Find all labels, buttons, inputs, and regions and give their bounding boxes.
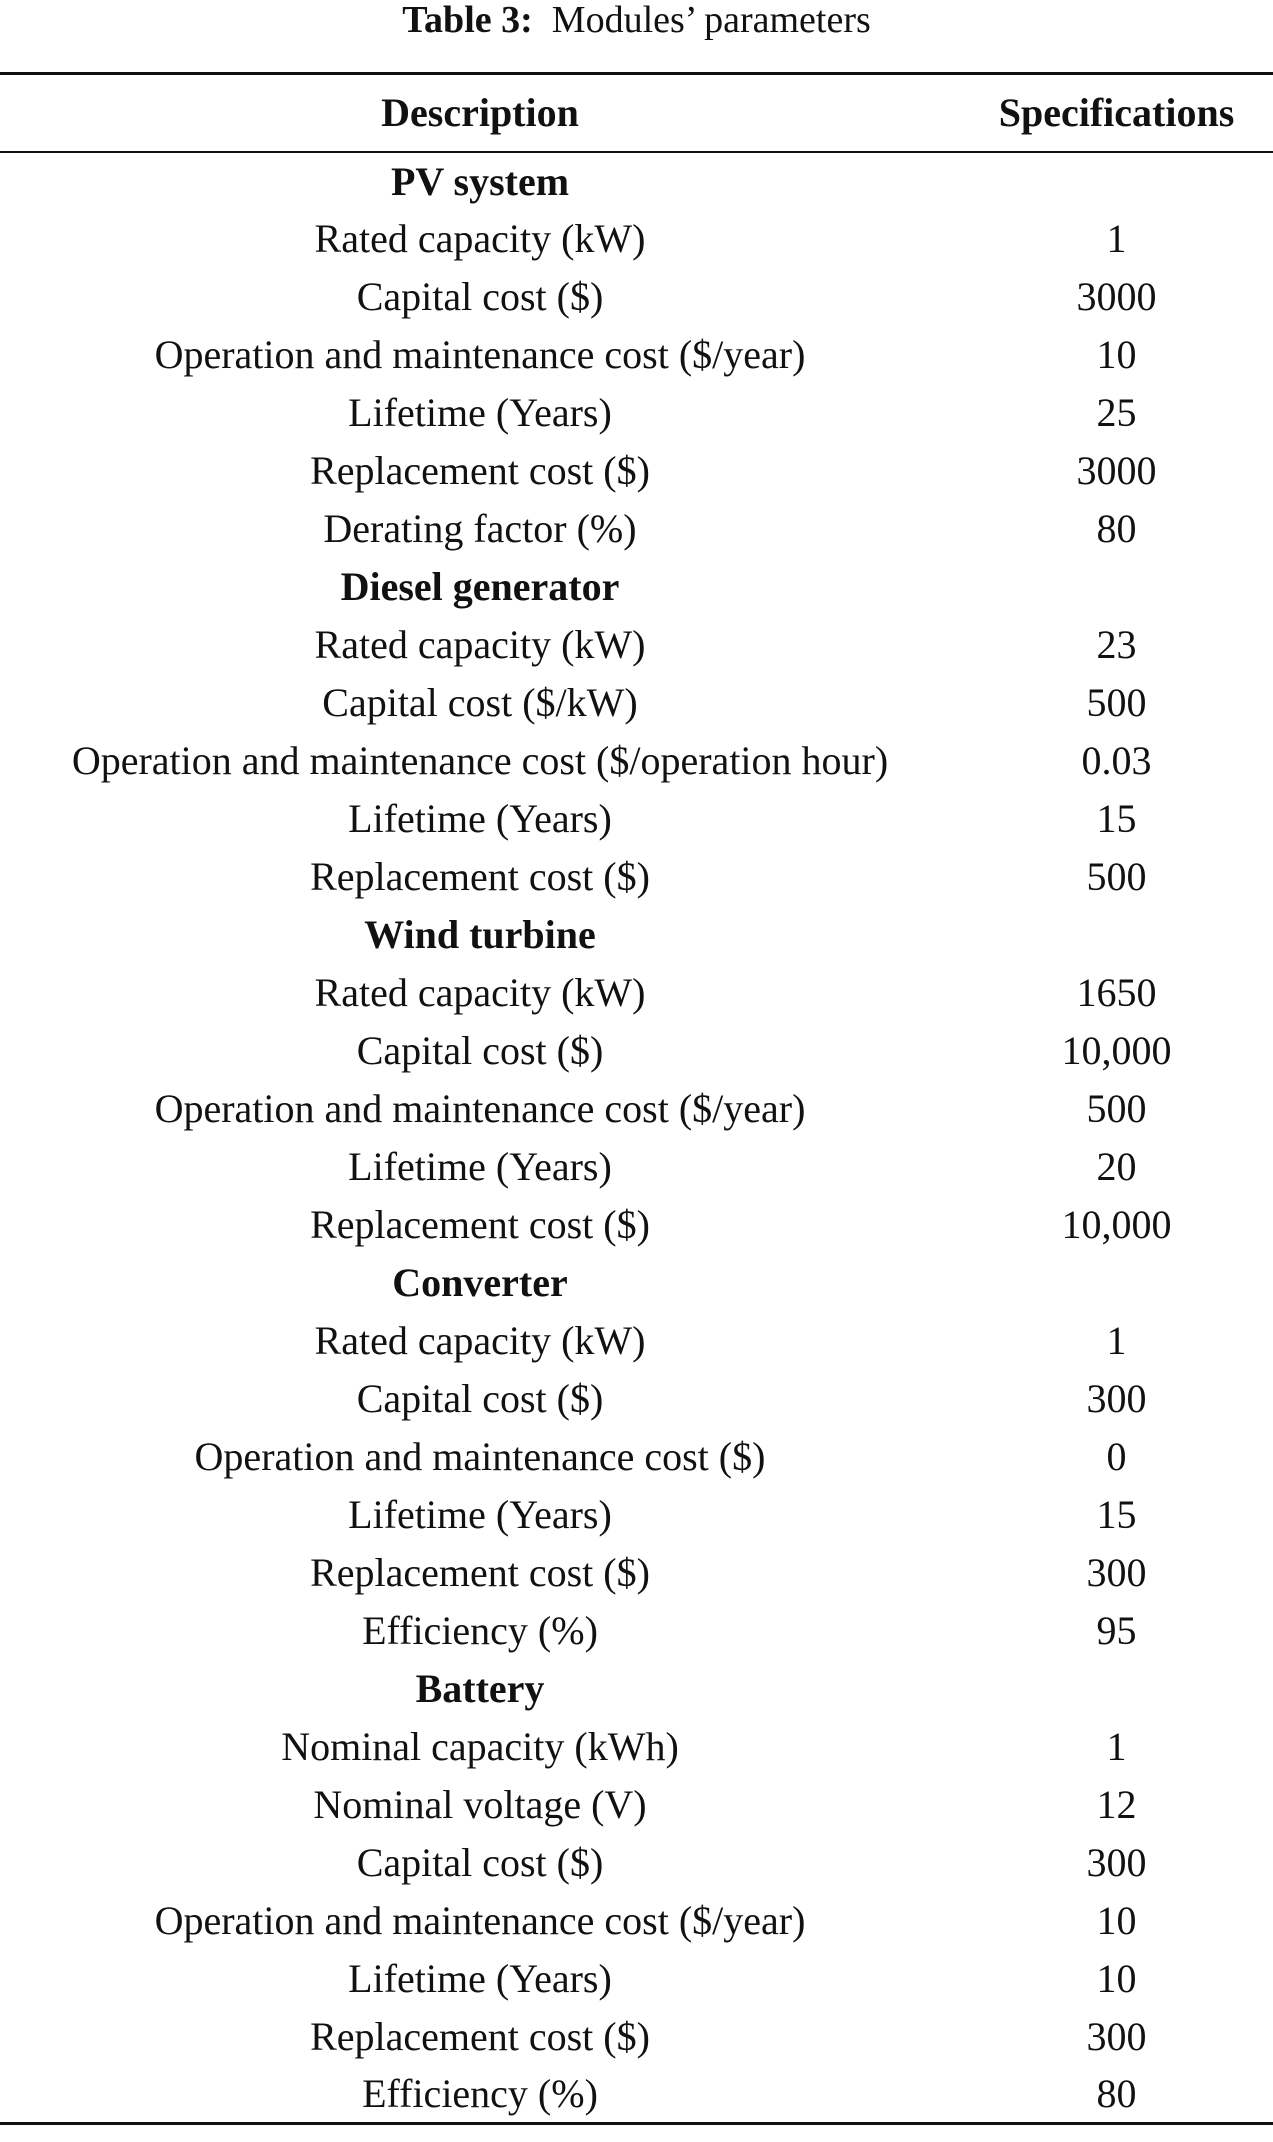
specification-cell: 10,000 [1061,1202,1172,1247]
table-row [0,1950,1273,2008]
specification-cell: 1 [1106,216,1127,261]
specification-cell: 1650 [1076,970,1157,1015]
description-cell: Operation and maintenance cost ($) [194,1434,766,1479]
description-cell: Lifetime (Years) [348,1956,612,2001]
table-row [0,732,1273,790]
table-caption-text: Modules’ parameters [551,0,871,41]
table-row [0,1196,1273,1254]
description-cell: Efficiency (%) [0,2066,960,2124]
table-row [0,964,1273,1022]
section-row [0,1660,1273,1718]
description-cell: Nominal voltage (V) [313,1782,647,1827]
description-cell: Replacement cost ($) [310,854,650,899]
specification-cell: 80 [960,2066,1273,2124]
section-title: Wind turbine [364,912,596,957]
specification-cell: 1 [1106,1724,1127,1769]
table-row [0,326,1273,384]
table-row [0,1138,1273,1196]
description-cell: Operation and maintenance cost ($/year) [154,1086,806,1131]
description-cell: Rated capacity (kW) [314,622,646,667]
description-cell: Replacement cost ($) [310,448,650,493]
table-row [0,1312,1273,1370]
table-row [0,1022,1273,1080]
section-row [0,1254,1273,1312]
header-description: Description [0,74,960,152]
specification-cell: 12 [1096,1782,1137,1827]
description-cell: Rated capacity (kW) [314,970,646,1015]
specification-cell: 10 [1096,1956,1137,2001]
specification-cell: 300 [1086,1840,1147,1885]
table-row [0,2066,1273,2124]
table-row [0,500,1273,558]
modules-parameters-table [0,72,1273,2125]
specification-cell: 300 [1086,1550,1147,1595]
specification-cell: 23 [1096,622,1137,667]
description-cell: Replacement cost ($) [310,1550,650,1595]
table-row [0,790,1273,848]
description-cell: Capital cost ($) [356,274,604,319]
table-row [0,1370,1273,1428]
specification-cell: 300 [1086,2014,1147,2059]
specification-cell: 10 [1096,332,1137,377]
description-cell: Lifetime (Years) [348,1492,612,1537]
table-row [0,1718,1273,1776]
section-title: Converter [392,1260,568,1305]
table-row [0,674,1273,732]
header-specifications: Specifications [960,74,1273,152]
description-cell: Rated capacity (kW) [314,216,646,261]
specification-cell: 95 [1096,1608,1137,1653]
section-row [0,906,1273,964]
section-row [0,558,1273,616]
table-row [0,268,1273,326]
section-title: PV system [390,158,570,204]
description-cell: Rated capacity (kW) [314,1318,646,1363]
table-row [0,1428,1273,1486]
table-row [0,848,1273,906]
specification-cell: 10,000 [1061,1028,1172,1073]
specification-cell: 3000 [1076,448,1157,493]
table-row [0,1776,1273,1834]
description-cell: Replacement cost ($) [310,1202,650,1247]
header-row [0,74,1273,152]
table-row [0,616,1273,674]
specification-cell: 80 [1096,506,1137,551]
specification-cell [960,906,1273,964]
description-cell: Derating factor (%) [323,506,637,551]
specification-cell: 15 [1096,796,1137,841]
table-row [0,210,1273,268]
specification-cell [960,558,1273,616]
table-row [0,1602,1273,1660]
section-title: Battery [415,1666,545,1711]
table-row [0,1486,1273,1544]
specification-cell: 10 [1096,1898,1137,1943]
specification-cell: 25 [1096,390,1137,435]
table-row [0,2008,1273,2066]
table-row [0,1080,1273,1138]
table-row [0,1544,1273,1602]
description-cell: Operation and maintenance cost ($/year) [154,332,806,377]
table-row [0,442,1273,500]
description-cell: Operation and maintenance cost ($/year) [154,1898,806,1943]
specification-cell: 300 [1086,1376,1147,1421]
description-cell: Nominal capacity (kWh) [281,1724,679,1769]
description-cell: Capital cost ($) [356,1028,604,1073]
table-body [0,152,1273,2124]
description-cell: Capital cost ($) [356,1376,604,1421]
description-cell: Capital cost ($/kW) [322,680,638,725]
table-header [0,74,1273,152]
specification-cell: 500 [1086,680,1147,725]
description-cell: Replacement cost ($) [310,2014,650,2059]
specification-cell: 500 [1086,854,1147,899]
table-caption-label: Table 3: [402,0,533,41]
specification-cell [960,1254,1273,1312]
table-row [0,1892,1273,1950]
specification-cell: 3000 [1076,274,1157,319]
description-cell: Lifetime (Years) [348,390,612,435]
specification-cell: 15 [1096,1492,1137,1537]
specification-cell [960,152,1273,210]
specification-cell: 0 [1106,1434,1127,1479]
specification-cell: 0.03 [1081,738,1152,783]
description-cell: Efficiency (%) [362,1608,598,1653]
description-cell: Lifetime (Years) [348,796,612,841]
description-cell: Operation and maintenance cost ($/operation hour) [71,738,889,783]
description-cell: Capital cost ($) [356,1840,604,1885]
specification-cell [960,1660,1273,1718]
specification-cell: 1 [1106,1318,1127,1363]
specification-cell: 20 [1096,1144,1137,1189]
table-row [0,1834,1273,1892]
table-caption [0,0,1273,40]
section-title: Diesel generator [340,564,620,609]
table-row [0,384,1273,442]
description-cell: Lifetime (Years) [348,1144,612,1189]
section-row [0,152,1273,210]
specification-cell: 500 [1086,1086,1147,1131]
